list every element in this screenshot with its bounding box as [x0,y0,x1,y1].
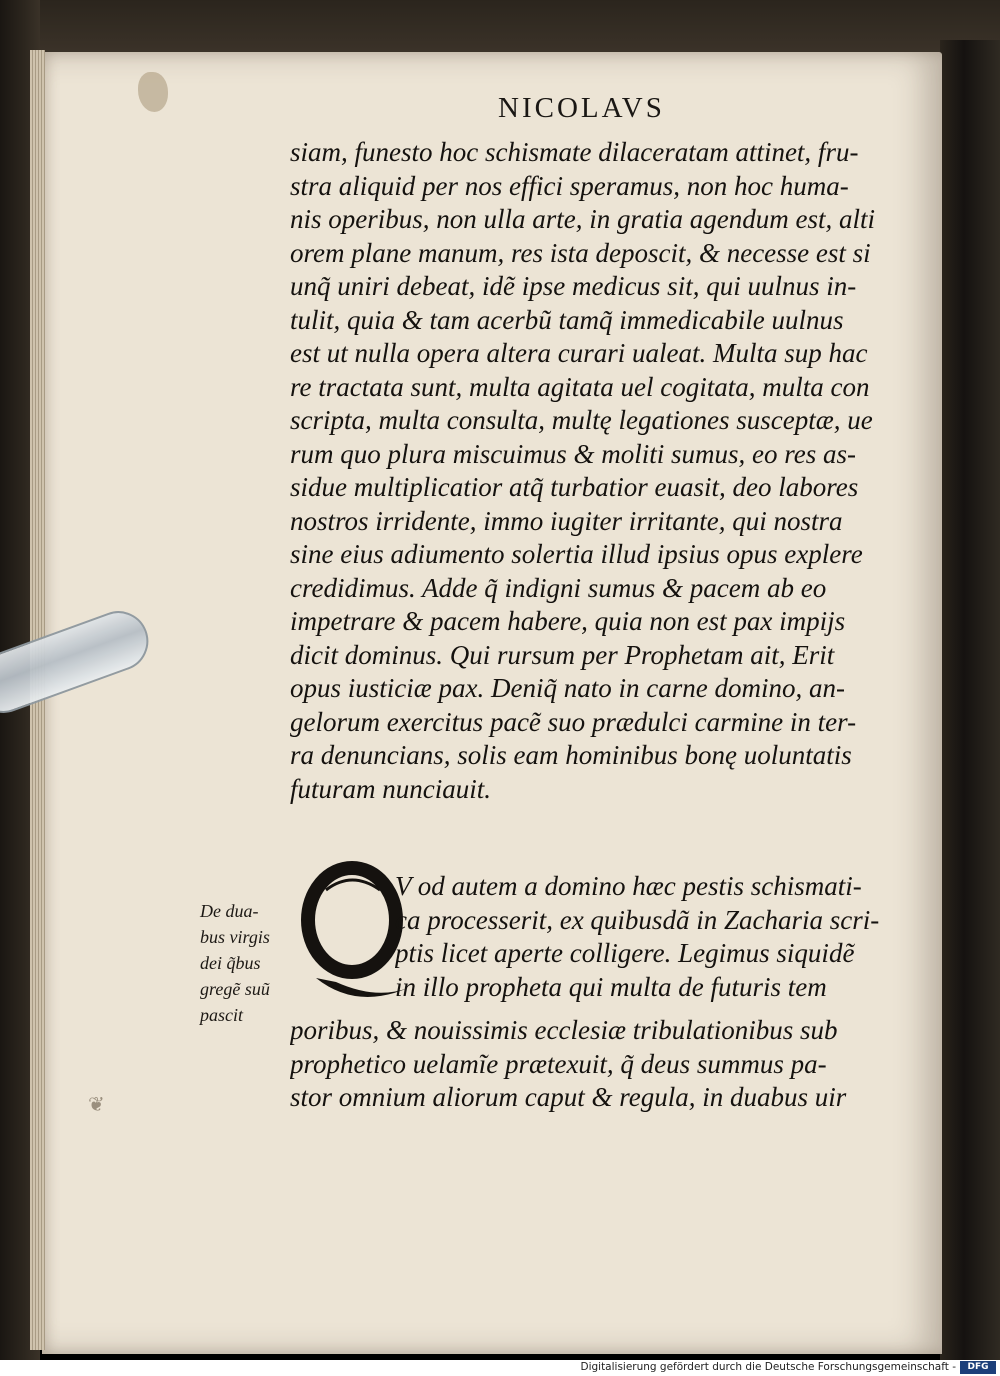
book-right-edge [940,40,1000,1360]
text-line: est ut nulla opera altera curari ualeat. Multa sup hac [290,338,868,368]
paragraph-two-continued [290,1014,915,1115]
marginal-note-line: dei q̃bus [200,953,261,973]
text-line: rum quo plura miscuimus & moliti sumus, eo res as- [290,438,857,469]
text-line: prophetico uelamĩe prætexuit, q̃ deus summus pa- [290,1048,827,1079]
marginal-note [200,898,292,1028]
text-line: futuram nunciauit. [290,773,491,804]
text-line: in illo propheta qui multa de futuris tem [395,971,827,1002]
text-line: V od autem a domino hæc pestis schismati- [395,871,862,901]
text-line: ptis licet aperte colligere. Legimus siquidẽ [395,938,855,968]
text-line: ca processerit, ex quibusdã in Zacharia scri- [395,904,880,935]
paragraph-two-indented [395,870,920,1004]
paper-stain [138,72,168,112]
text-line: dicit dominus. Qui rursum per Prophetam ait, Erit [290,639,835,670]
text-line: impetrare & pacem habere, quia non est pax impijs [290,606,846,636]
footer-credit: Digitalisierung gefördert durch die Deutsche Forschungsgemeinschaft - [580,1361,956,1373]
marginal-note-line: bus virgis [200,927,270,947]
ink-mark: ❦ [88,1094,105,1116]
text-line: sidue multiplicatior atq̃ turbatior euasit, deo labores [290,472,859,502]
text-line: ra denuncians, solis eam hominibus bonę uoluntatis [290,740,852,770]
dfg-logo: DFG [960,1361,996,1374]
marginal-note-line: gregẽ suũ [200,979,270,999]
text-line: unq̃ uniri debeat, idẽ ipse medicus sit, qui uulnus in- [290,271,857,301]
text-line: stor omnium aliorum caput & regula, in duabus uir [290,1082,847,1112]
text-line: poribus, & nouissimis ecclesiæ tribulationibus sub [290,1015,838,1045]
text-line: opus iusticiæ pax. Deniq̃ nato in carne domino, an- [290,673,845,703]
text-line: re tractata sunt, multa agitata uel cogitata, multa con [290,371,870,402]
marginal-note-line: pascit [200,1005,243,1025]
text-line: nis operibus, non ulla arte, in gratia agendum est, alti [290,204,875,234]
text-line: tulit, quia & tam acerbũ tamq̃ immedicabile uulnus [290,304,844,335]
main-text-block [290,136,910,806]
text-line: nostros irridente, immo iugiter irritante, qui nostra [290,505,843,536]
text-line: credidimus. Adde q̃ indigni sumus & pacem ab eo [290,572,827,603]
running-title: NICOLAVS [498,92,665,124]
text-line: sine eius adiumento solertia illud ipsius opus explere [290,539,863,569]
marginal-note-line: De dua- [200,901,259,921]
scan-background-top [0,0,1000,60]
text-line: scripta, multa consulta, multę legationes susceptæ, ue [290,405,873,435]
text-line: stra aliquid per nos effici speramus, non hoc huma- [290,170,849,201]
text-line: siam, funesto hoc schismate dilaceratam attinet, fru- [290,137,859,167]
text-line: orem plane manum, res ista deposcit, & necesse est si [290,237,871,268]
text-line: gelorum exercitus pacẽ suo prædulci carmine in ter- [290,706,857,737]
